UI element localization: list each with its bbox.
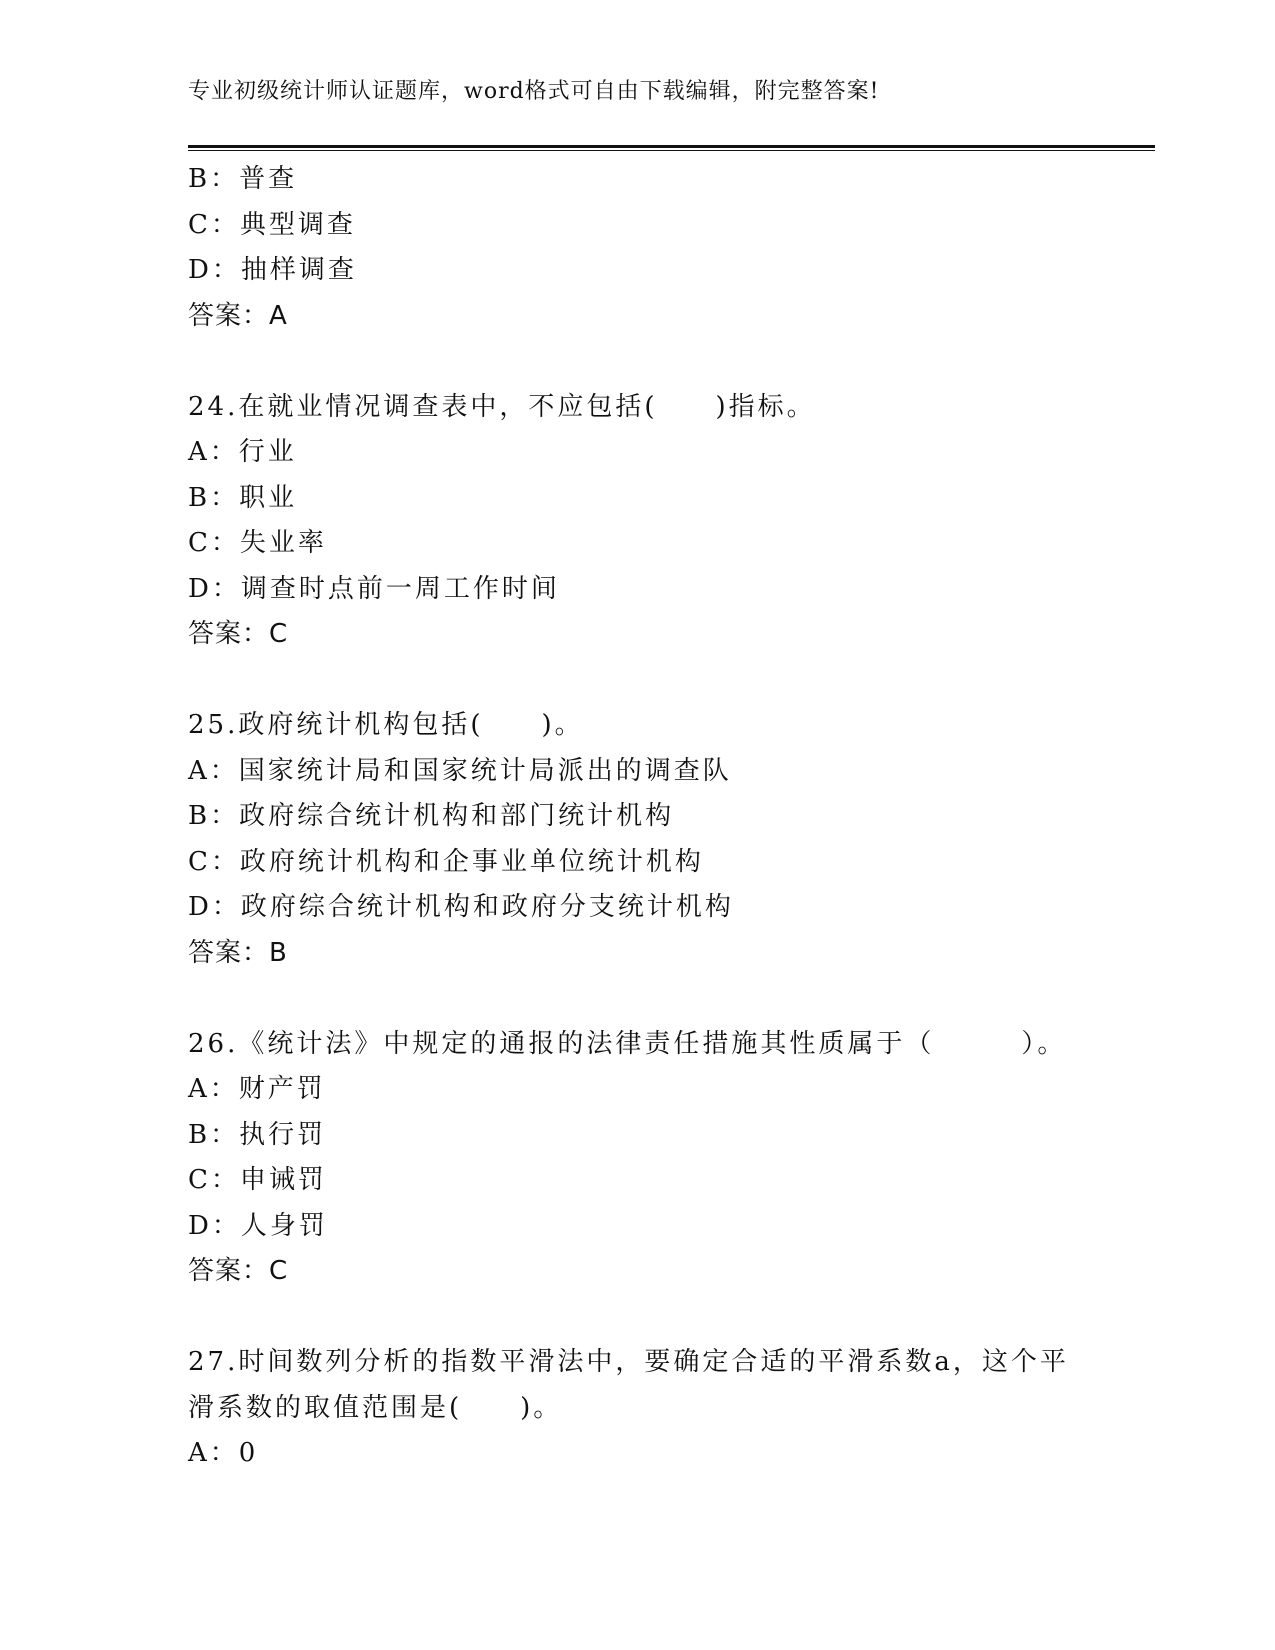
question-text-line-1: 27.时间数列分析的指数平滑法中，要确定合适的平滑系数a，这个平 bbox=[188, 1347, 1069, 1377]
option-b: B：职业 bbox=[188, 482, 298, 513]
question-text: 26.《统计法》中规定的通报的法律责任措施其性质属于（ ）。 bbox=[188, 1028, 1067, 1059]
option-c: C：失业率 bbox=[188, 528, 327, 558]
question-26 bbox=[188, 1022, 1088, 1295]
header-rule-thick bbox=[188, 145, 1155, 148]
option-d: D：政府综合统计机构和政府分支统计机构 bbox=[188, 892, 734, 922]
question-27 bbox=[188, 1340, 1088, 1477]
question-content bbox=[188, 157, 1088, 1477]
option-a: A：财产罚 bbox=[188, 1074, 326, 1104]
question-text: 24.在就业情况调查表中，不应包括( )指标。 bbox=[188, 391, 816, 422]
answer: 答案：C bbox=[188, 619, 289, 649]
page-header: 专业初级统计师认证题库，word格式可自由下载编辑，附完整答案! bbox=[188, 79, 880, 104]
option-b: B：政府综合统计机构和部门统计机构 bbox=[188, 801, 675, 831]
option-b: B：执行罚 bbox=[188, 1119, 327, 1150]
option-c: C：政府统计机构和企事业单位统计机构 bbox=[188, 846, 704, 877]
option-d: D：人身罚 bbox=[188, 1210, 328, 1241]
option-b: B：普查 bbox=[188, 164, 298, 194]
question-23 bbox=[188, 157, 1088, 339]
spacer bbox=[188, 339, 1088, 385]
question-24 bbox=[188, 385, 1088, 658]
answer: 答案：A bbox=[188, 300, 288, 331]
question-text: 25.政府统计机构包括( )。 bbox=[188, 710, 584, 740]
option-c: C：典型调查 bbox=[188, 209, 356, 240]
option-a: A：国家统计局和国家统计局派出的调查队 bbox=[188, 755, 732, 786]
option-d: D：调查时点前一周工作时间 bbox=[188, 573, 560, 604]
header-rule-thin bbox=[188, 150, 1155, 151]
answer: 答案：C bbox=[188, 1256, 289, 1286]
option-c: C：申诫罚 bbox=[188, 1165, 327, 1195]
spacer bbox=[188, 1295, 1088, 1341]
option-a: A：0 bbox=[188, 1438, 259, 1468]
answer: 答案：B bbox=[188, 937, 288, 968]
spacer bbox=[188, 658, 1088, 704]
spacer bbox=[188, 976, 1088, 1022]
option-d: D：抽样调查 bbox=[188, 255, 357, 285]
question-text-line-2: 滑系数的取值范围是( )。 bbox=[188, 1392, 563, 1423]
question-25 bbox=[188, 703, 1088, 976]
option-a: A：行业 bbox=[188, 437, 297, 467]
